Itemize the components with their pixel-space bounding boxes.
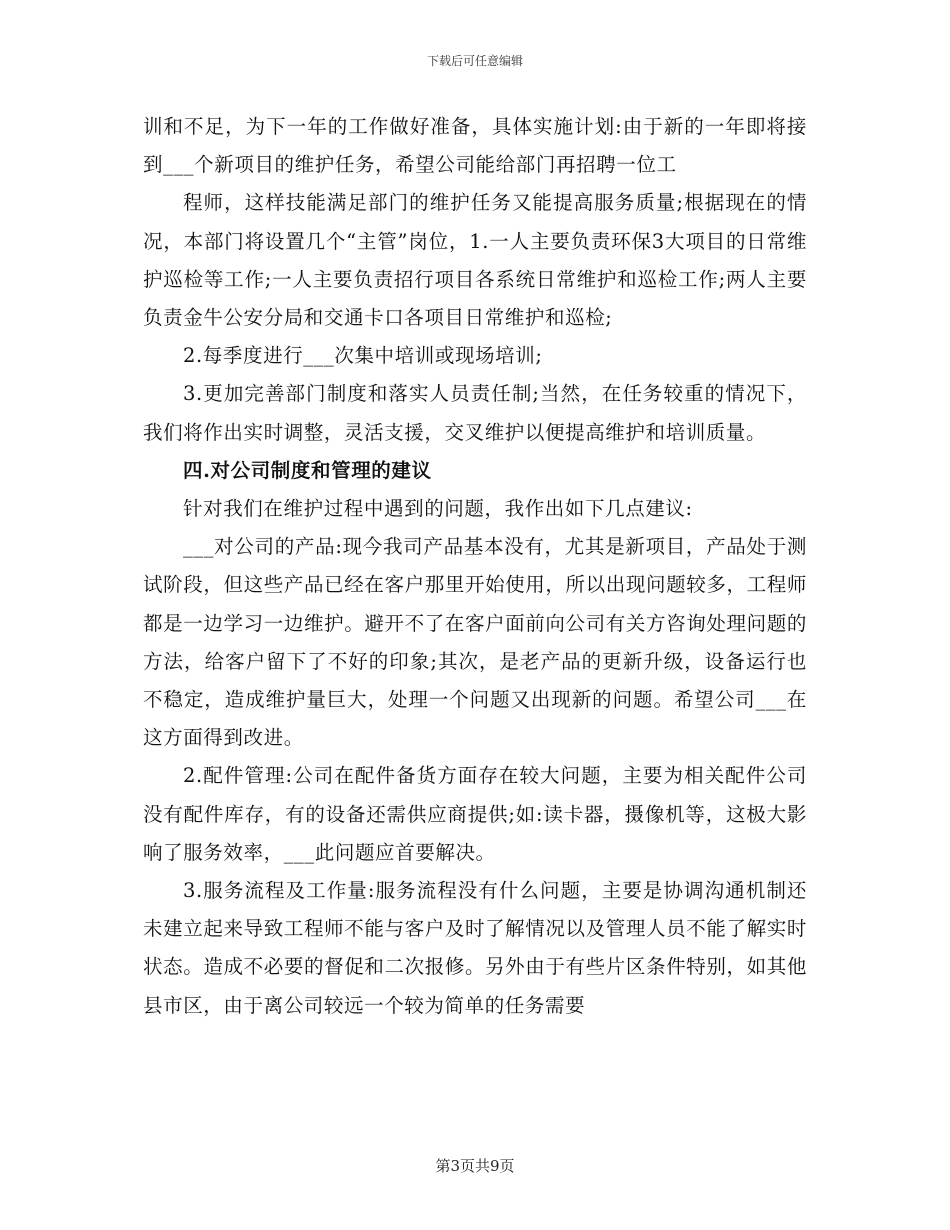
paragraph-workflow: 3.服务流程及工作量:服务流程没有什么问题，主要是协调沟通机制还未建立起来导致工程师不能与客户及时了解情况以及管理人员不能了解实时状态。造成不必要的督促和二次报修。另外由于有些片区条件特别，如其他县市区，由于离公司较远一个较为简单的任务需要 (143, 879, 807, 1017)
page-footer: 第3页共9页 (435, 1157, 515, 1175)
paragraph-parts: 2.配件管理:公司在配件备货方面存在较大问题，主要为相关配件公司没有配件库存，有的设备还需供应商提供;如:读卡器，摄像机等，这极大影响了服务效率，___此问题应首要解决。 (143, 764, 807, 864)
paragraph-products: ___对公司的产品:现今我司产品基本没有，尤其是新项目，产品处于测试阶段，但这些产品已经在客户那里开始使用，所以出现问题较多，工程师都是一边学习一边维护。避开不了在客户面前向公司有关方咨询处理问题的方法，给客户留下了不好的印象;其次，是老产品的更新升级，设备运行也不稳定，造成维护量巨大，处理一个问题又出现新的问题。希望公司___在这方面得到改进。 (143, 535, 807, 750)
paragraph-continuation: 训和不足，为下一年的工作做好准备，具体实施计划:由于新的一年即将接到___个新项目的维护任务，希望公司能给部门再招聘一位工 (143, 115, 807, 177)
paragraph-responsibility: 3.更加完善部门制度和落实人员责任制;当然，在任务较重的情况下，我们将作出实时调整，灵活支援，交叉维护以便提高维护和培训质量。 (143, 382, 807, 444)
document-body (143, 108, 807, 1025)
paragraph-intro: 针对我们在维护过程中遇到的问题，我作出如下几点建议: (183, 497, 693, 521)
paragraph-training: 2.每季度进行___次集中培训或现场培训; (183, 344, 543, 368)
section-heading: 四.对公司制度和管理的建议 (183, 458, 432, 482)
paragraph-staffing-plan: 程师，这样技能满足部门的维护任务又能提高服务质量;根据现在的情况，本部门将设置几个“主管”岗位，1.一人主要负责环保3大项目的日常维护巡检等工作;一人主要负责招行项目各系统日常维护和巡检工作;两人主要负责金牛公安分局和交通卡口各项目日常维护和巡检; (143, 191, 807, 330)
page-header: 下载后可任意编辑 (426, 54, 523, 68)
